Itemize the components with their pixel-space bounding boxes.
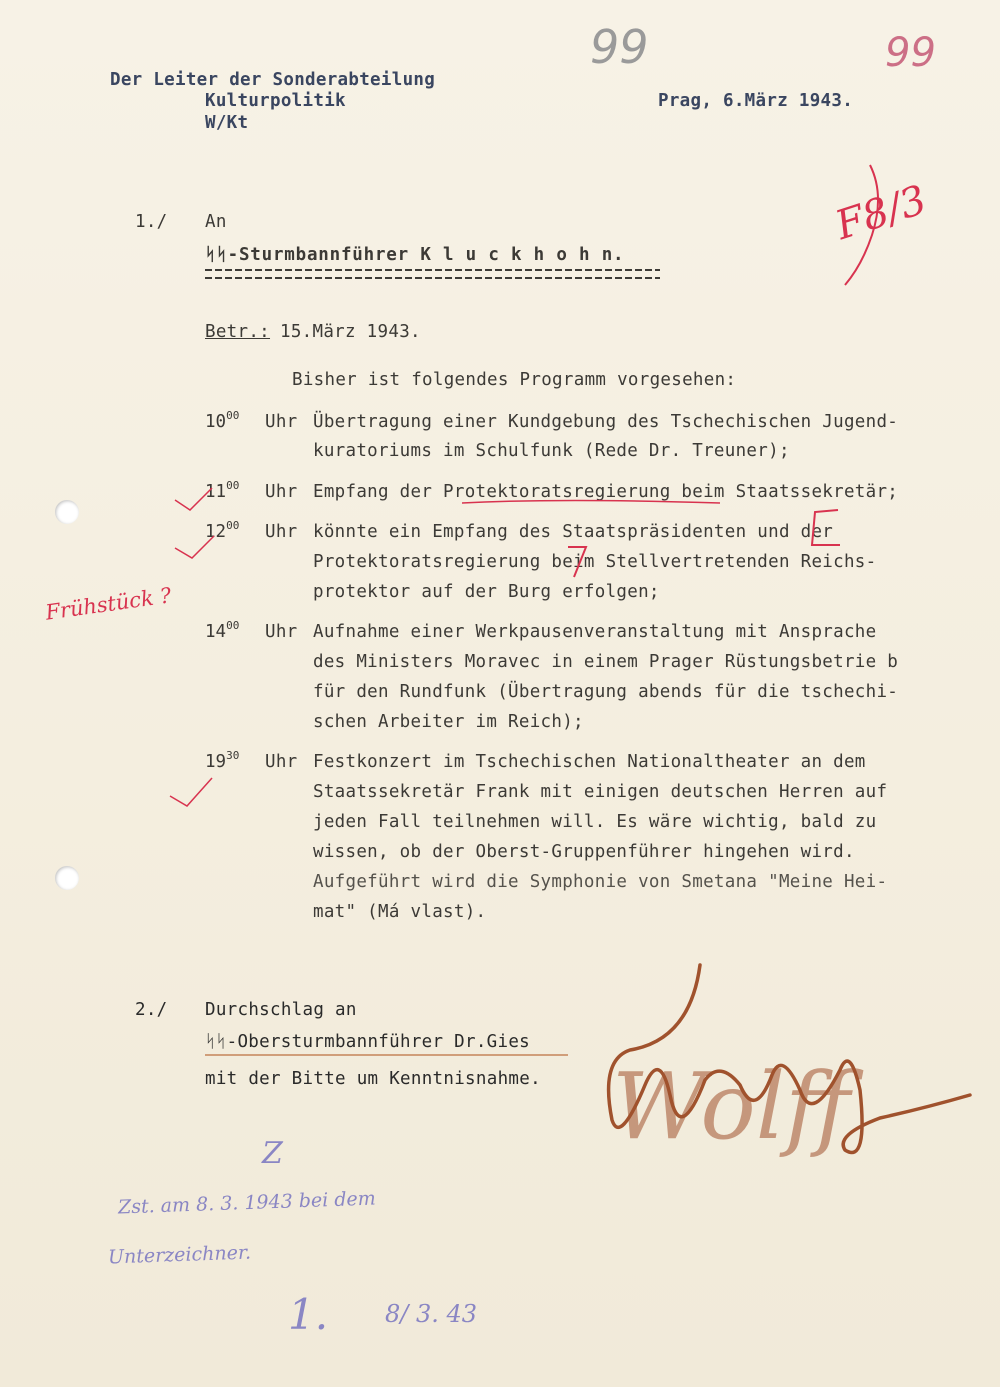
program-line: Festkonzert im Tschechischen Nationaltheater an dem [313, 752, 866, 772]
program-line: Aufgeführt wird die Symphonie von Smetana "Meine Hei- [313, 872, 888, 892]
subject-text: 15.März 1943. [280, 322, 421, 342]
program-unit: Uhr [265, 412, 298, 432]
program-unit: Uhr [265, 522, 298, 542]
program-line: mat" (Má vlast). [313, 902, 487, 922]
header-line-1: Der Leiter der Sonderabteilung [110, 70, 436, 90]
program-line: schen Arbeiter im Reich); [313, 712, 584, 732]
program-line: Empfang der Protektoratsregierung beim Staatssekretär; [313, 482, 899, 502]
carbon-copy-request: mit der Bitte um Kenntnisnahme. [205, 1069, 541, 1089]
program-line: für den Rundfunk (Übertragung abends für die tschechi- [313, 682, 899, 702]
red-page-number: 99 [885, 30, 936, 76]
program-line: kuratoriums im Schulfunk (Rede Dr. Treuner); [313, 441, 790, 461]
punch-hole-bottom [55, 866, 79, 890]
recipient-name [205, 245, 624, 265]
punch-hole-top [55, 500, 79, 524]
carbon-copy-recipient [205, 1032, 530, 1052]
program-line: protektor auf der Burg erfolgen; [313, 582, 660, 602]
blue-symbol: Z [262, 1136, 283, 1171]
program-time: $12^{00}$ [205, 519, 240, 542]
to-label: An [205, 212, 227, 232]
program-line: Übertragung einer Kundgebung des Tschechischen Jugend- [313, 412, 899, 432]
red-check-19 [170, 778, 212, 806]
carbon-copy-recipient-text: -Obersturmbannführer Dr.Gies [226, 1032, 531, 1052]
header-line-2: Kulturpolitik [205, 91, 346, 111]
section-2-number: 2./ [135, 1000, 168, 1020]
program-line: Aufnahme einer Werkpausenveranstaltung mit Ansprache [313, 622, 877, 642]
program-time: $10^{00}$ [205, 409, 240, 432]
program-line: könnte ein Empfang des Staatspräsidenten und der [313, 522, 834, 542]
signature-text: Wolff [612, 1053, 851, 1160]
header-date: Prag, 6.März 1943. [658, 91, 854, 111]
program-line: Protektoratsregierung beim Stellvertretenden Reichs- [313, 552, 877, 572]
red-margin-note: Frühstück ? [43, 583, 173, 625]
program-line: Staatssekretär Frank mit einigen deutschen Herren auf [313, 782, 888, 802]
signature-stroke [609, 965, 970, 1153]
header-line-3: W/Kt [205, 113, 249, 133]
program-time: $14^{00}$ [205, 619, 240, 642]
program-time: $11^{00}$ [205, 479, 240, 502]
carbon-copy-label: Durchschlag an [205, 1000, 357, 1020]
program-line: jeden Fall teilnehmen will. Es wäre wichtig, bald zu [313, 812, 877, 832]
program-unit: Uhr [265, 482, 298, 502]
pencil-page-number: 99 [590, 20, 649, 74]
blue-note-line-2: Unterzeichner. [107, 1241, 252, 1269]
blue-note-mark: 1. [288, 1290, 329, 1339]
blue-note-date: 8/ 3. 43 [385, 1300, 478, 1328]
program-unit: Uhr [265, 752, 298, 772]
blue-note-line-1: Zst. am 8. 3. 1943 bei dem [117, 1187, 377, 1219]
red-initials: F8/3 [830, 176, 932, 250]
ss-rune-icon: ᛋᛋ [205, 1032, 227, 1052]
program-line: wissen, ob der Oberst-Gruppenführer hingehen wird. [313, 842, 855, 862]
ss-rune-icon: ᛋᛋ [205, 245, 228, 265]
program-line: des Ministers Moravec in einem Prager Rüstungsbetrie b [313, 652, 899, 672]
recipient-name-text: -Sturmbannführer K l u c k h o h n. [227, 245, 625, 265]
program-intro: Bisher ist folgendes Programm vorgesehen: [292, 370, 737, 390]
section-1-number: 1./ [135, 212, 168, 232]
subject-label: Betr.: [205, 322, 271, 342]
program-time: $19^{30}$ [205, 749, 240, 772]
program-unit: Uhr [265, 622, 298, 642]
